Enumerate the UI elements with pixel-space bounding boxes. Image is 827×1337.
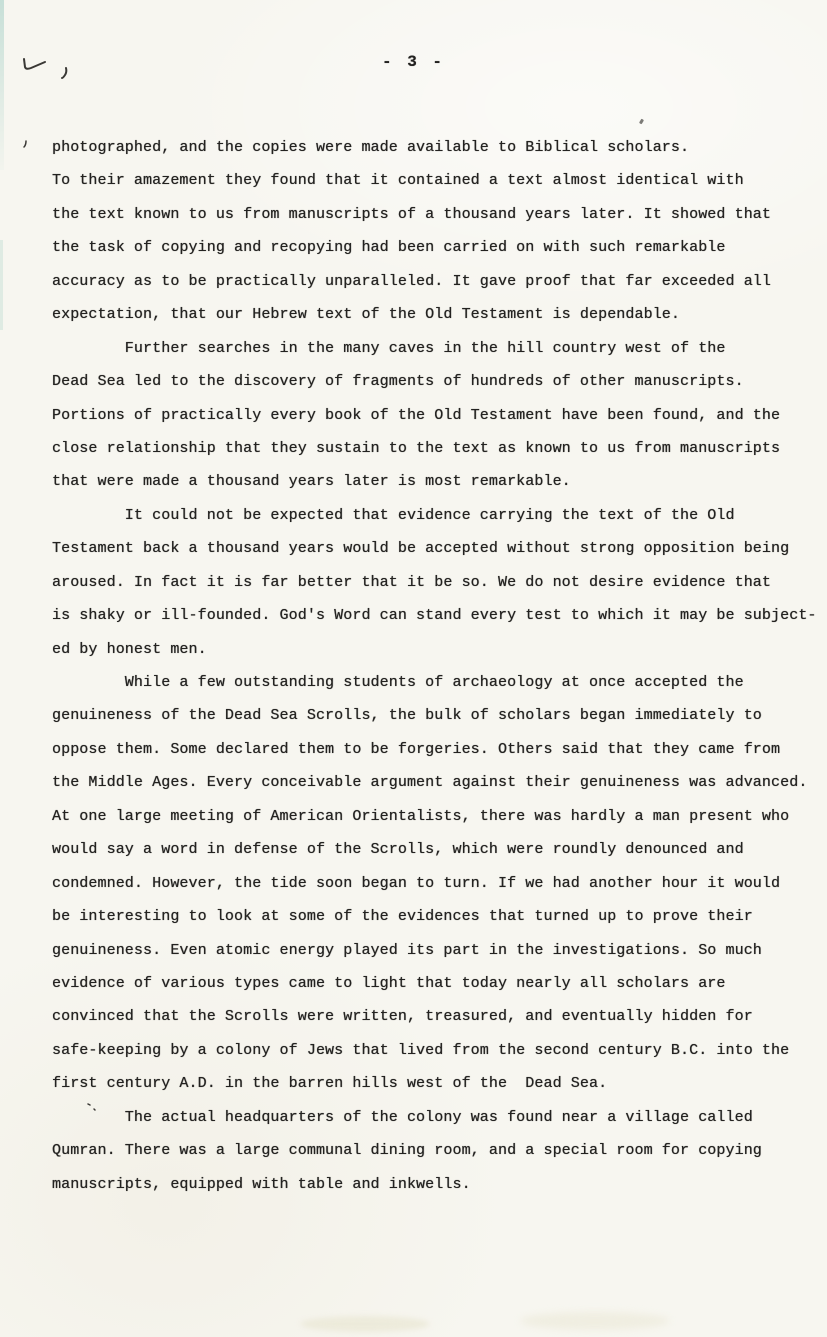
typewritten-line: the Middle Ages. Every conceivable argument against their genuineness was advanced. (52, 774, 808, 792)
typewritten-text-block (52, 131, 817, 1201)
typewritten-line: is shaky or ill-founded. God's Word can stand every test to which it may be subject- (52, 607, 817, 625)
typewritten-line: Dead Sea led to the discovery of fragments of hundreds of other manuscripts. (52, 373, 744, 391)
typewritten-line: To their amazement they found that it contained a text almost identical with (52, 172, 744, 190)
typewritten-line: genuineness. Even atomic energy played its part in the investigations. So much (52, 941, 762, 959)
bottom-smudge (300, 1316, 430, 1332)
typewritten-line: manuscripts, equipped with table and inkwells. (52, 1175, 471, 1193)
typewritten-line: expectation, that our Hebrew text of the Old Testament is dependable. (52, 306, 681, 324)
bottom-smudge (520, 1312, 670, 1330)
typewritten-line: Further searches in the many caves in the hill country west of the (52, 339, 726, 357)
page-number: - 3 - (381, 53, 445, 71)
typewritten-line: convinced that the Scrolls were written, treasured, and eventually hidden for (52, 1008, 753, 1026)
typewritten-line: the task of copying and recopying had been carried on with such remarkable (52, 239, 726, 257)
scan-edge-artifact (0, 0, 4, 170)
scan-edge-artifact (0, 240, 3, 330)
typewritten-line: ed by honest men. (52, 640, 207, 658)
typewritten-line: At one large meeting of American Orientalists, there was hardly a man present who (52, 807, 790, 825)
typewritten-line: While a few outstanding students of archaeology at once accepted the (52, 674, 744, 691)
speck-comma-mark (22, 139, 28, 149)
typewritten-line: close relationship that they sustain to the text as known to us from manuscripts (52, 439, 781, 457)
typewritten-line: Testament back a thousand years would be accepted without strong opposition being (52, 540, 790, 558)
typewritten-line: the text known to us from manuscripts of a thousand years later. It showed that (52, 205, 772, 223)
typewritten-line: Qumran. There was a large communal dining room, and a special room for copying (52, 1142, 762, 1160)
typewritten-line: be interesting to look at some of the evidences that turned up to prove their (52, 908, 753, 926)
typewritten-line: evidence of various types came to light that today nearly all scholars are (52, 974, 726, 992)
typewritten-line: safe-keeping by a colony of Jews that lived from the second century B.C. into the (52, 1041, 790, 1059)
typewritten-line: aroused. In fact it is far better that it be so. We do not desire evidence that (52, 573, 772, 591)
typewritten-line: condemned. However, the tide soon began to turn. If we had another hour it would (52, 874, 781, 892)
typewritten-line: oppose them. Some declared them to be forgeries. Others said that they came from (52, 740, 781, 758)
typewritten-line: accuracy as to be practically unparalleled. It gave proof that far exceeded all (52, 272, 772, 290)
typewritten-line: first century A.D. in the barren hills west of the Dead Sea. (52, 1075, 608, 1093)
typewritten-line: Portions of practically every book of the Old Testament have been found, and the (52, 406, 781, 424)
typewritten-line: It could not be expected that evidence carrying the text of the Old (52, 506, 735, 524)
typewritten-line: that were made a thousand years later is most remarkable. (52, 473, 571, 491)
typewritten-line: would say a word in defense of the Scrolls, which were roundly denounced and (52, 841, 744, 859)
typewritten-line: genuineness of the Dead Sea Scrolls, the bulk of scholars began immediately to (52, 707, 762, 725)
typewritten-line: The actual headquarters of the colony was found near a village called (52, 1108, 753, 1126)
typewritten-line: photographed, and the copies were made available to Biblical scholars. (52, 139, 690, 156)
